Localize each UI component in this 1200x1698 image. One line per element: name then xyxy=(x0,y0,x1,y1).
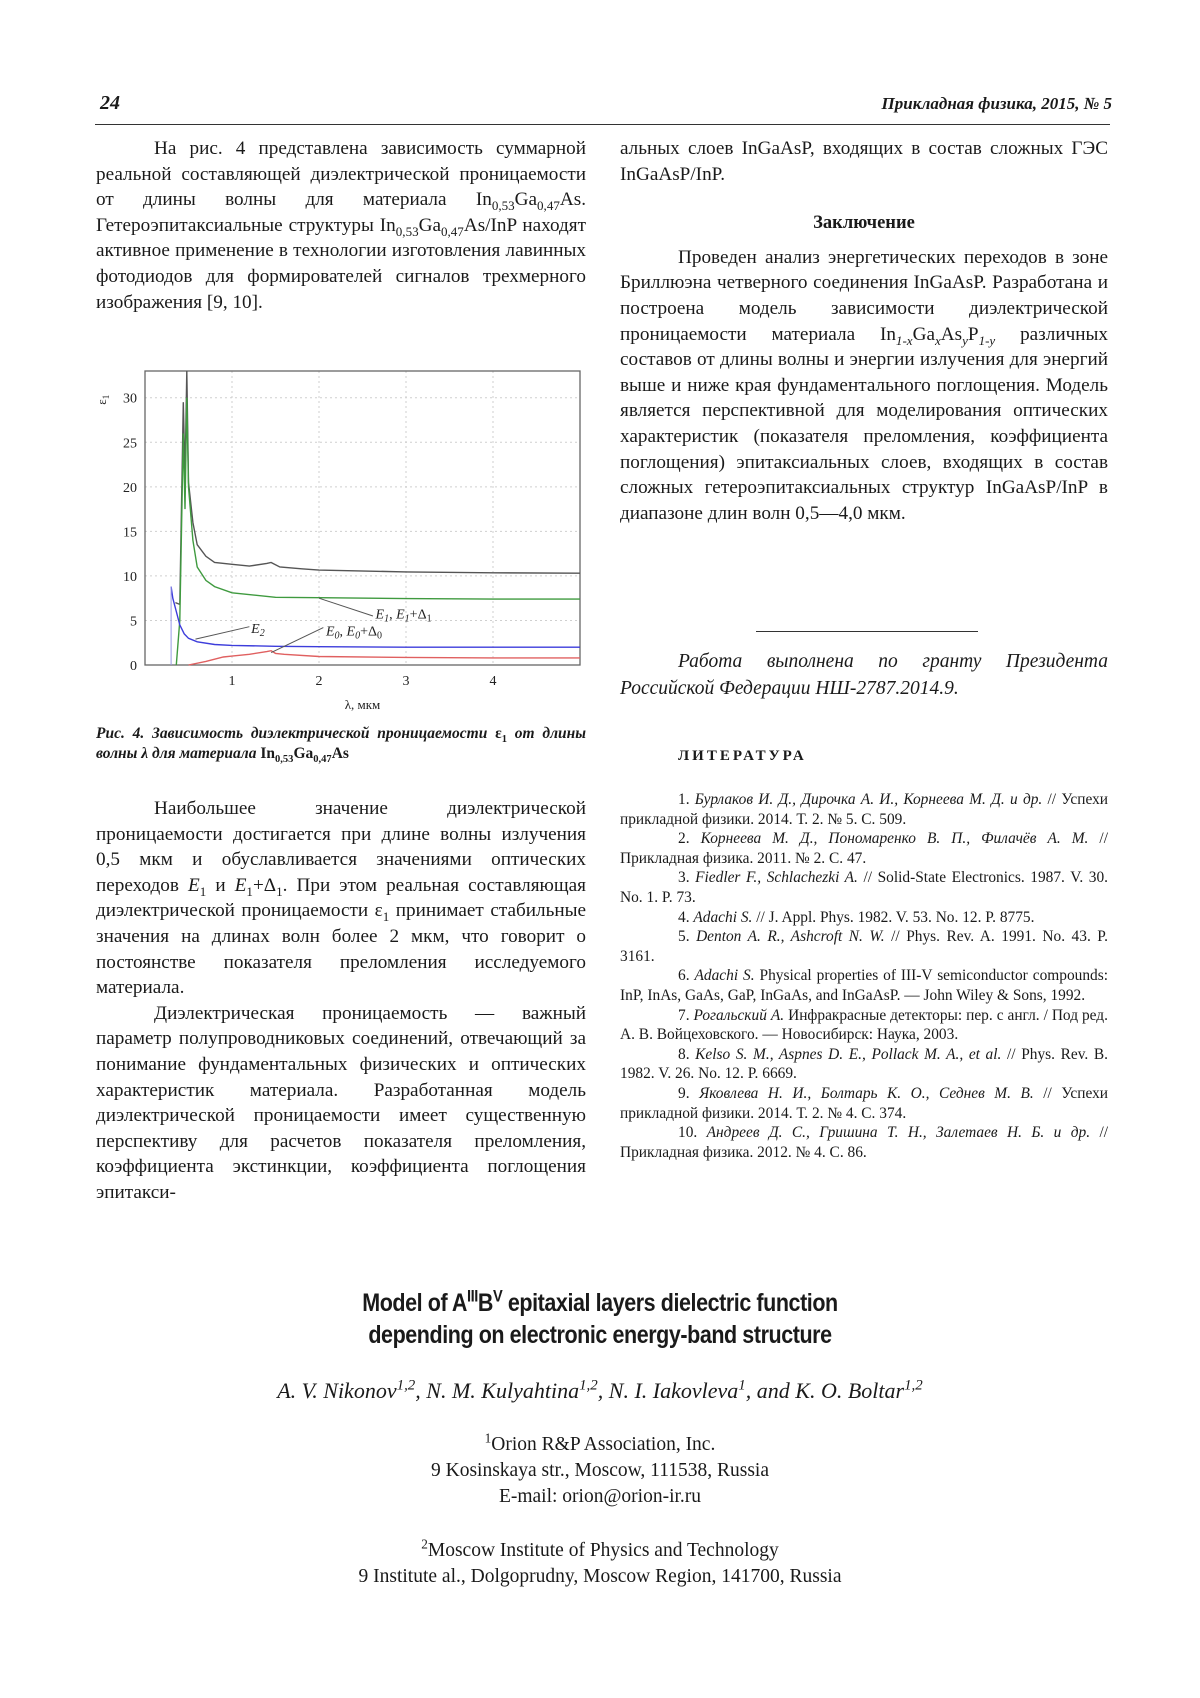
x-axis-label: λ, мкм xyxy=(344,697,381,712)
right-column-text xyxy=(620,136,1108,526)
annotation-e1: $E_1$, $E_1+\Delta_1$ xyxy=(375,607,432,625)
formula-ingaasp: $In_{1-x}Ga_xAs_yP_{1-y}$ xyxy=(879,323,996,348)
body-paragraphs-left xyxy=(96,796,586,1206)
y-tick-label: 15 xyxy=(123,525,137,541)
figure-4-chart xyxy=(90,362,600,717)
english-title-line-1: Model of $A^{III}B^V$ epitaxial layers dielectric function xyxy=(362,1286,838,1317)
reference-item: 6. Adachi S. Physical properties of III-V semiconductor compounds: InP, InAs, GaAs, GaP, InGaAs, and InGaAsP. — John Wiley & Sons, 1992. xyxy=(620,967,1108,1004)
reference-item: 4. Adachi S. // J. Appl. Phys. 1982. V. 53. No. 12. P. 8775. xyxy=(678,908,1035,926)
series-line xyxy=(175,371,580,604)
author-name: N. M. Kulyahtina xyxy=(426,1378,580,1403)
intro-paragraph-block xyxy=(96,136,586,315)
english-authors: A. V. Nikonov$^{1,2}$, N. M. Kulyahtina$^{1,2}$, N. I. Iakovleva$^1$, and K. O. Boltar$^{1,2}$ xyxy=(277,1377,923,1403)
y-tick-label: 25 xyxy=(123,436,137,452)
reference-authors: Андреев Д. С., Гришина Т. Н., Залетаев Н. Б. и др. xyxy=(706,1124,1091,1142)
reference-authors: Бурлаков И. Д., Дирочка А. И., Корнеева М. Д. и др. xyxy=(694,791,1043,808)
x-tick-label: 1 xyxy=(228,674,236,689)
reference-authors: Adachi S. xyxy=(693,908,753,926)
paragraph-importance: Диэлектрическая проницаемость — важный параметр полупроводниковых соединений, отвечающий за понимание фундаментальных физических и оптических характеристик материала. Разработанная модель диэлектрической проницаемости имеет существенную перспективу для расчетов показателя преломления, коэффициента экстинкции, коэффициента поглощения эпитакси- xyxy=(96,1002,586,1203)
x-tick-label: 2 xyxy=(315,674,323,689)
reference-item: 3. Fiedler F., Schlachezki A. // Solid-State Electronics. 1987. V. 30. No. 1. P. 73. xyxy=(620,869,1108,906)
references-heading: ЛИТЕРАТУРА xyxy=(678,748,807,764)
affiliation-2-address: 9 Institute al., Dolgoprudny, Moscow Region, 141700, Russia xyxy=(358,1566,842,1587)
figure-label: Рис. 4. xyxy=(96,725,145,742)
funding-note: Работа выполнена по гранту Президента Российской Федерации НШ-2787.2014.9. xyxy=(620,651,1108,699)
reference-authors: Fiedler F., Schlachezki A. xyxy=(695,869,858,887)
section-separator xyxy=(756,631,978,632)
y-axis-label: $\varepsilon_1$ xyxy=(94,394,111,405)
dielectric-function-plot xyxy=(90,362,600,717)
y-tick-label: 10 xyxy=(123,569,137,585)
continuation-paragraph: альных слоев InGaAsP, входящих в состав сложных ГЭС InGaAsP/InP. xyxy=(620,138,1108,185)
header-divider xyxy=(95,124,1110,125)
intro-paragraph: На рис. 4 представлена зависимость суммарной реальной составляющей диэлектрической проницаемости от длины волны для материала $In_{0,53}Ga_{0,47}As$. Гетероэпитаксиальные структуры $In_{0,53}Ga_{0,47}As$/InP находят активное применение в технологии изготовления лавинных фотодиодов для формирователей сигналов трехмерного изображения [9, 10]. xyxy=(96,138,586,313)
y-tick-label: 20 xyxy=(123,480,137,496)
references-heading-block xyxy=(620,744,1108,770)
reference-item: 5. Denton A. R., Ashcroft N. W. // Phys. Rev. A. 1991. No. 43. P. 3161. xyxy=(620,928,1108,965)
affiliation-1-email: E-mail: orion@orion-ir.ru xyxy=(498,1486,702,1507)
x-tick-label: 3 xyxy=(402,674,410,689)
reference-authors: Denton A. R., Ashcroft N. W. xyxy=(696,928,885,946)
series-line xyxy=(189,651,581,665)
y-tick-label: 5 xyxy=(130,614,137,630)
formula-ingaas: $In_{0,53}Ga_{0,47}As$ xyxy=(475,189,582,214)
journal-running-title: Прикладная физика, 2015, № 5 xyxy=(881,94,1112,113)
author-name: N. I. Iakovleva xyxy=(608,1378,739,1403)
conclusion-heading: Заключение xyxy=(813,213,915,234)
english-title-line-2: depending on electronic energy-band structure xyxy=(368,1321,832,1349)
reference-item: 1. Бурлаков И. Д., Дирочка А. И., Корнеева М. Д. и др. // Успехи прикладной физики. 2014. Т. 2. № 5. С. 509. xyxy=(620,791,1109,828)
references-list xyxy=(620,790,1108,1162)
affiliation-1-address: 9 Kosinskaya str., Moscow, 111538, Russia xyxy=(431,1460,769,1481)
english-title xyxy=(84,1287,1116,1351)
y-tick-label: 0 xyxy=(130,659,137,674)
page-number: 24 xyxy=(100,92,120,114)
reference-item: 2. Корнеева М. Д., Пономаренко В. П., Филачёв А. М. // Прикладная физика. 2011. № 2. С. 47. xyxy=(620,830,1108,867)
figure-caption: Рис. 4. Зависимость диэлектрической проницаемости $\varepsilon_1$ от длины волны λ для материала $In_{0,53}Ga_{0,47}As$ xyxy=(96,725,587,766)
reference-item: 9. Яковлева Н. И., Болтарь К. О., Седнев М. В. // Успехи прикладной физики. 2014. Т. 2. № 4. С. 374. xyxy=(620,1084,1109,1122)
reference-authors: Kelso S. M., Aspnes D. E., Pollack M. A., et al. xyxy=(695,1045,1002,1063)
reference-authors: Яковлева Н. И., Болтарь К. О., Седнев М. В. xyxy=(699,1084,1034,1102)
annotation-e2: $E_2$ xyxy=(251,621,265,639)
conclusion-paragraph: Проведен анализ энергетических переходов в зоне Бриллюэна четверного соединения InGaAsP. Разработана и построена модель зависимости диэлектрической проницаемости материала $In_{1-x}Ga_xAs_yP_{1-y}$ различных составов от длины волны и энергии излучения для энергий выше и ниже края фундаментального поглощения. Модель является перспективной для моделирования оптических характеристик (показателя преломления, коэффициента поглощения) эпитаксиальных слоев, входящих в состав сложных гетероэпитаксиальных структур InGaAsP/InP в диапазоне длин волн 0,5—4,0 мкм. xyxy=(620,246,1109,524)
affiliation-1-name: Orion R&P Association, Inc. xyxy=(491,1434,716,1455)
reference-item: 7. Рогальский А. Инфракрасные детекторы: пер. с англ. / Под ред. А. В. Войцеховского. — Новосибирск: Наука, 2003. xyxy=(620,1006,1108,1044)
y-tick-label: 30 xyxy=(123,391,137,407)
reference-authors: Корнеева М. Д., Пономаренко В. П., Филачёв А. М. xyxy=(700,830,1089,848)
reference-authors: Рогальский А. xyxy=(693,1006,785,1024)
affiliation-2-name: Moscow Institute of Physics and Technology xyxy=(427,1540,779,1561)
reference-item: 8. Kelso S. M., Aspnes D. E., Pollack M. A., et al. // Phys. Rev. B. 1982. V. 26. No. 12. P. 6669. xyxy=(620,1045,1108,1083)
x-tick-label: 4 xyxy=(489,674,497,689)
formula-ingaas-inp: $In_{0,53}Ga_{0,47}As$/InP xyxy=(379,214,517,239)
affiliation-1: $^1$Orion R&P Association, Inc. 9 Kosinskaya str., Moscow, 111538, Russia E-mail: orion@orion-ir.ru xyxy=(0,1432,1200,1510)
author-name: A. V. Nikonov xyxy=(277,1378,397,1403)
author-name: K. O. Boltar xyxy=(795,1378,905,1403)
reference-item: 10. Андреев Д. С., Гришина Т. Н., Залетаев Н. Б. и др. // Прикладная физика. 2012. № 4. С. 86. xyxy=(620,1124,1109,1161)
affiliation-2: $^2$Moscow Institute of Physics and Technology 9 Institute al., Dolgoprudny, Moscow Region, 141700, Russia xyxy=(0,1538,1200,1590)
paragraph-max-permittivity: Наибольшее значение диэлектрической проницаемости достигается при длине волны излучения 0,5 мкм и обуславливается значениями оптических переходов $E_1$ и $E_1+\Delta_1$. При этом реальная составляющая диэлектрической проницаемости $\varepsilon_1$ принимает стабильные значения на длинах волн более 2 мкм, что говорит о постоянстве показателя преломления исследуемого материала. xyxy=(96,798,587,999)
annotation-e0: $E_0$, $E_0+\Delta_0$ xyxy=(325,624,382,642)
reference-authors: Adachi S. xyxy=(694,967,755,985)
